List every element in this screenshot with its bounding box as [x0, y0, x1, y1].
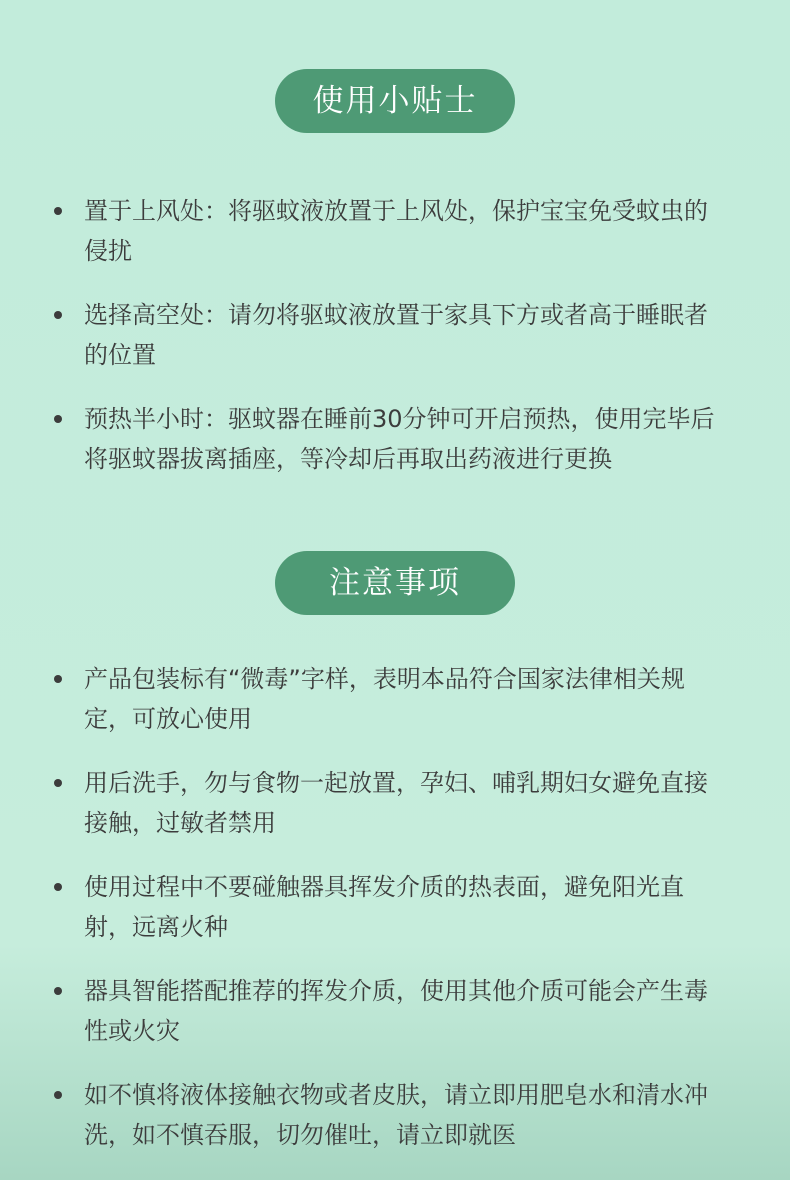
list-item: [84, 295, 720, 375]
list-item-text: 器具智能搭配推荐的挥发介质，使用其他介质可能会产生毒性或火灾: [84, 977, 708, 1045]
list-item: [84, 1075, 720, 1155]
bullet-icon: [54, 883, 62, 891]
list-item: [84, 971, 720, 1051]
bullet-icon: [54, 311, 62, 319]
list-item-text: 用后洗手，勿与食物一起放置，孕妇、哺乳期妇女避免直接接触，过敏者禁用: [84, 769, 708, 837]
list-item-text: 预热半小时：驱蚊器在睡前30分钟可开启预热，使用完毕后将驱蚊器拔离插座，等冷却后再取出药液进行更换: [84, 405, 715, 473]
section-title-precautions: 注意事项: [275, 551, 515, 615]
bullet-icon: [54, 779, 62, 787]
list-item-text: 选择高空处：请勿将驱蚊液放置于家具下方或者高于睡眠者的位置: [84, 301, 708, 369]
list-item: [84, 191, 720, 271]
bullet-icon: [54, 675, 62, 683]
usage-tips-list: [84, 191, 720, 503]
list-item: [84, 867, 720, 947]
list-item-text: 使用过程中不要碰触器具挥发介质的热表面，避免阳光直射，远离火种: [84, 873, 684, 941]
list-item: [84, 763, 720, 843]
section-title-usage-tips: 使用小贴士: [275, 69, 515, 133]
list-item-text: 产品包装标有“微毒”字样，表明本品符合国家法律相关规定，可放心使用: [84, 665, 685, 733]
bullet-icon: [54, 987, 62, 995]
list-item: [84, 399, 720, 479]
bullet-icon: [54, 207, 62, 215]
precautions-list: [84, 659, 720, 1179]
bullet-icon: [54, 415, 62, 423]
list-item-text: 如不慎将液体接触衣物或者皮肤，请立即用肥皂水和清水冲洗，如不慎吞服，切勿催吐，请立即就医: [84, 1081, 708, 1149]
bullet-icon: [54, 1091, 62, 1099]
list-item: [84, 659, 720, 739]
list-item-text: 置于上风处：将驱蚊液放置于上风处，保护宝宝免受蚊虫的侵扰: [84, 197, 708, 265]
